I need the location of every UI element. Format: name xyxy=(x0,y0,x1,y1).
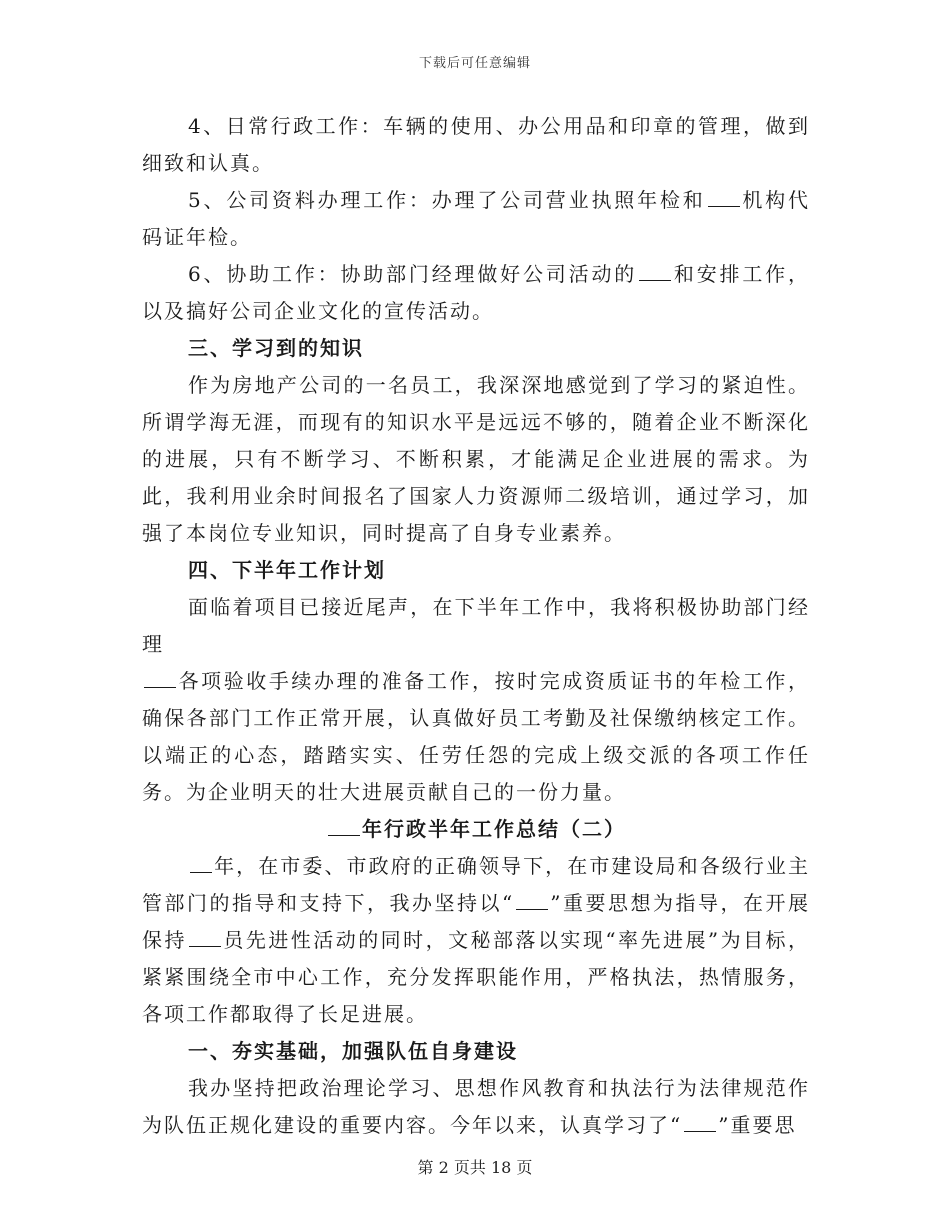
paragraph-assist-work xyxy=(142,256,810,330)
text-run: 机构代码证年检。 xyxy=(142,188,811,249)
text-run: ”重要思 xyxy=(718,1113,797,1137)
text-run: 年，在市委、市政府的正确领导下，在市建设局和各级行业主管部门的指导和支持下，我办坚持以“ xyxy=(142,854,810,915)
paragraph-plan xyxy=(142,589,810,811)
fill-blank xyxy=(328,815,360,836)
paragraph-intro xyxy=(142,848,810,1033)
paragraph-foundation xyxy=(142,1070,810,1144)
fill-blank xyxy=(144,667,176,688)
document-title xyxy=(142,811,810,848)
paragraph-admin-work: 4、日常行政工作：车辆的使用、办公用品和印章的管理，做到细致和认真。 xyxy=(142,114,810,175)
paragraph-learning: 作为房地产公司的一名员工，我深深地感觉到了学习的紧迫性。所谓学海无涯，而现有的知识水平是远远不够的，随着企业不断深化的进展，只有不断学习、不断积累，才能满足企业进展的需求。为此，我利用业余时间报名了国家人力资源师二级培训，通过学习，加强了本岗位专业知识，同时提高了自身专业素养。 xyxy=(142,373,810,545)
text-run: 员先进性活动的同时，文秘部落以实现“率先进展”为目标，紧紧围绕全市中心工作，充分发挥职能作用，严格执法，热情服务，各项工作都取得了长足进展。 xyxy=(142,928,810,1026)
paragraph-documents-work xyxy=(142,182,810,256)
fill-blank xyxy=(516,889,548,910)
text-run: 6、协助工作：协助部门经理做好公司活动的 xyxy=(188,262,638,286)
text-run: 面临着项目已接近尾声，在下半年工作中，我将积极协助部门经理 xyxy=(142,595,810,656)
fill-blank xyxy=(190,852,212,873)
text-run: 和安排工作，以及搞好公司企业文化的宣传活动。 xyxy=(142,262,811,323)
fill-blank xyxy=(639,260,671,281)
fill-blank xyxy=(684,1111,716,1132)
fill-blank xyxy=(708,186,740,207)
text-run: ”重要思想为指导，在开展保持 xyxy=(142,891,810,952)
section-heading-plan: 四、下半年工作计划 xyxy=(188,558,386,582)
fill-blank xyxy=(189,926,221,947)
document-body xyxy=(142,108,810,1144)
text-run: 5、公司资料办理工作：办理了公司营业执照年检和 xyxy=(188,188,706,212)
text-run: 各项验收手续办理的准备工作，按时完成资质证书的年检工作，确保各部门工作正常开展，认真做好员工考勤及社保缴纳核定工作。以端正的心态，踏踏实实、任劳任怨的完成上级交派的各项工作任务。为企业明天的壮大进展贡献自己的一份力量。 xyxy=(142,669,810,804)
text-run: 我办坚持把政治理论学习、思想作风教育和执法行为法律规范作为队伍正规化建设的重要内容。今年以来，认真学习了“ xyxy=(142,1076,810,1137)
section-heading-learning: 三、学习到的知识 xyxy=(188,336,364,360)
section-heading-foundation: 一、夯实基础，加强队伍自身建设 xyxy=(188,1039,518,1063)
page-footer: 第 2 页共 18 页 xyxy=(417,1158,533,1177)
page-header: 下载后可任意编辑 xyxy=(418,56,531,71)
title-text: 年行政半年工作总结（二） xyxy=(362,817,626,841)
